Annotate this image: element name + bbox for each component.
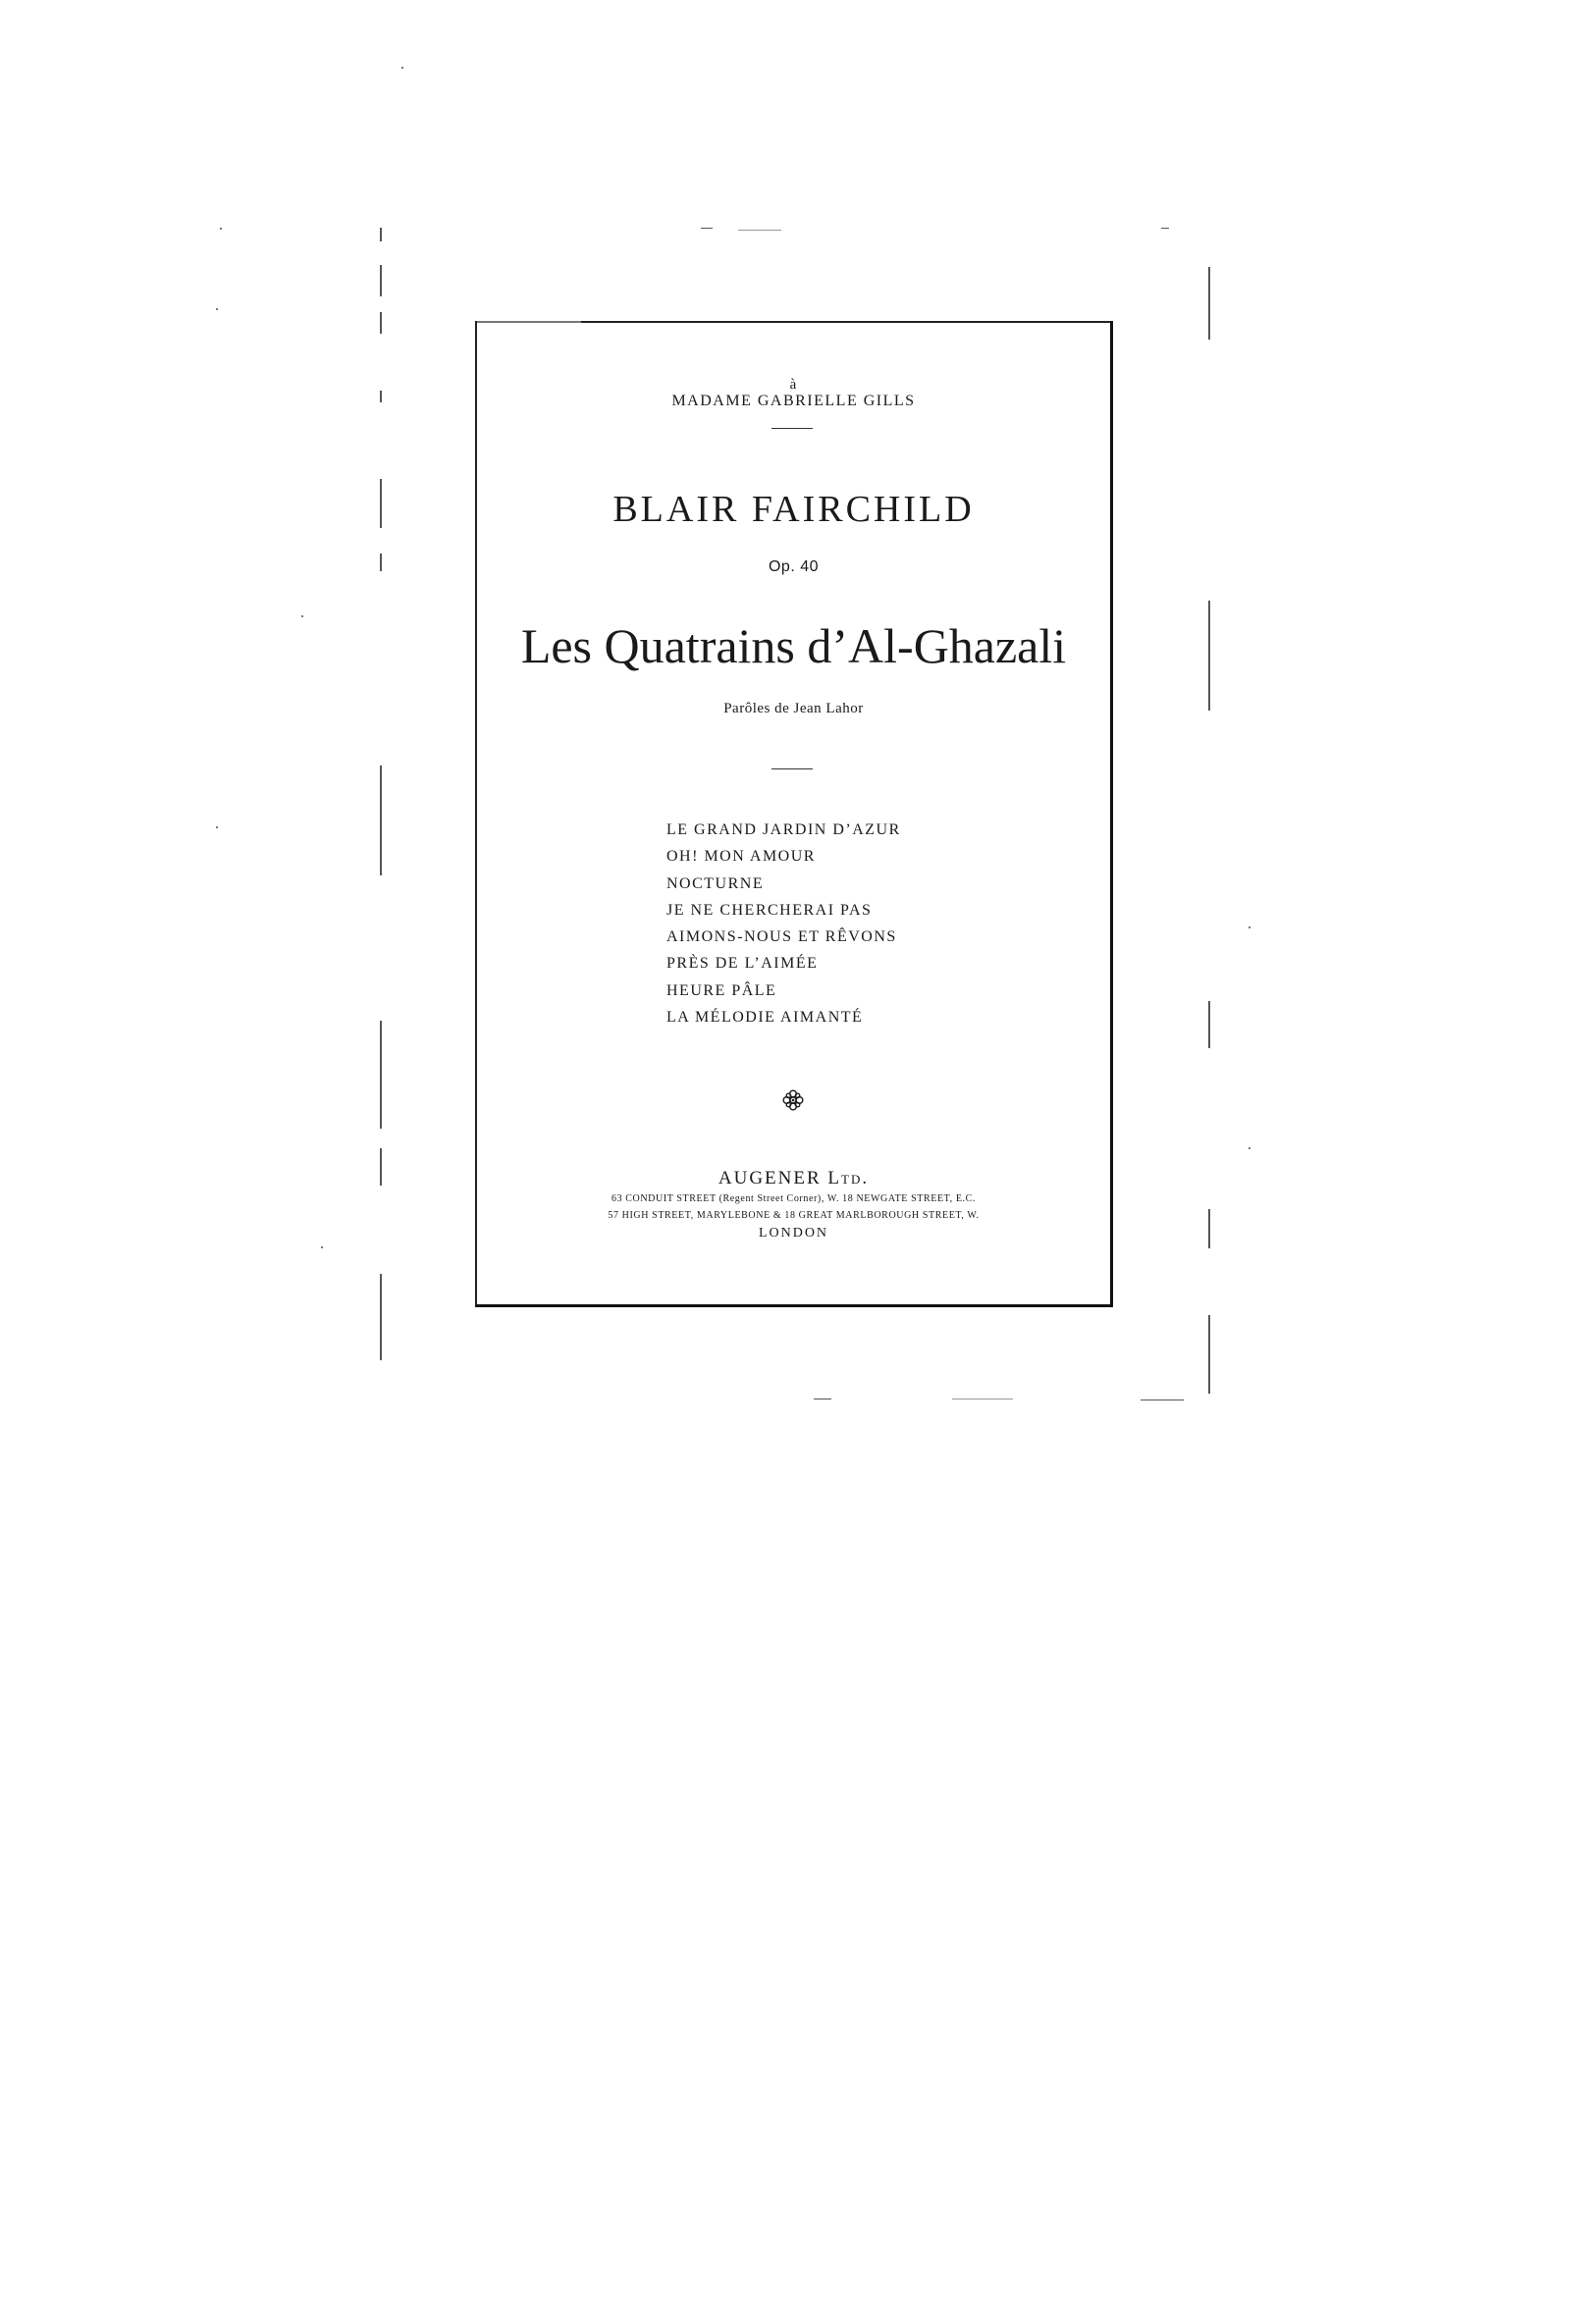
scan-speck	[301, 615, 303, 617]
scan-artifact-left-10	[380, 1274, 382, 1360]
dedication-name: MADAME GABRIELLE GILLS	[671, 393, 916, 409]
scan-speck	[1249, 926, 1250, 928]
song-title: HEURE PÂLE	[666, 981, 777, 999]
composer-name: BLAIR FAIRCHILD	[612, 489, 975, 530]
scan-artifact-right-4	[1208, 1209, 1210, 1248]
frame-top-border	[477, 321, 1110, 323]
scan-speck	[216, 308, 218, 310]
publisher-suffix: Ltd.	[827, 1168, 870, 1188]
scan-artifact-right-3	[1208, 1001, 1210, 1048]
dedication-prefix: à	[789, 377, 798, 393]
opus-number: Op. 40	[768, 558, 820, 575]
song-title: LA MÉLODIE AIMANTÉ	[666, 1009, 864, 1027]
scan-speck	[321, 1246, 323, 1248]
scan-artifact-bottom-1	[814, 1399, 831, 1400]
scan-speck	[220, 228, 222, 230]
song-title: OH! MON AMOUR	[666, 848, 816, 866]
scan-artifact-right-2	[1208, 601, 1210, 711]
lyricist-credit: Parôles de Jean Lahor	[723, 701, 864, 716]
song-title: PRÈS DE L’AIMÉE	[666, 955, 819, 973]
work-title: Les Quatrains d’Al-Ghazali	[520, 618, 1067, 673]
publisher-address-line-2: 57 HIGH STREET, MARYLEBONE & 18 GREAT MARLBOROUGH STREET, W.	[608, 1210, 980, 1221]
divider-rule	[771, 768, 813, 769]
scan-artifact-left-8	[380, 1021, 382, 1129]
scan-artifact-bottom-2	[952, 1399, 1013, 1400]
scan-artifact-left-9	[380, 1148, 382, 1186]
title-page-frame	[475, 321, 1113, 1307]
scan-artifact-left-1	[380, 228, 382, 241]
scan-artifact-top-3	[1161, 228, 1169, 229]
publisher-address-line-1: 63 CONDUIT STREET (Regent Street Corner), W. 18 NEWGATE STREET, E.C.	[611, 1193, 977, 1204]
publisher-name-text: AUGENER	[718, 1168, 822, 1188]
scan-artifact-left-5	[380, 479, 382, 528]
song-title: AIMONS-NOUS ET RÊVONS	[666, 928, 897, 946]
divider-rule	[771, 428, 813, 429]
song-title: JE NE CHERCHERAI PAS	[666, 901, 873, 919]
scan-speck	[216, 826, 218, 828]
song-title: LE GRAND JARDIN D’AZUR	[666, 821, 901, 838]
scan-artifact-left-4	[380, 391, 382, 402]
scan-artifact-left-3	[380, 312, 382, 334]
song-list	[666, 817, 901, 1030]
scan-speck	[401, 67, 403, 69]
publisher-city: LONDON	[758, 1226, 829, 1241]
scan-artifact-left-2	[380, 265, 382, 296]
publisher-name	[477, 1168, 1110, 1189]
scan-artifact-top-1	[701, 228, 713, 229]
scan-artifact-top-2	[738, 230, 781, 231]
scan-artifact-right-1	[1208, 267, 1210, 340]
scan-artifact-left-6	[380, 554, 382, 571]
scan-artifact-right-5	[1208, 1315, 1210, 1394]
flower-ornament-icon	[782, 1089, 804, 1111]
scan-speck	[1249, 1147, 1250, 1149]
scan-artifact-left-7	[380, 766, 382, 875]
song-title: NOCTURNE	[666, 874, 765, 892]
